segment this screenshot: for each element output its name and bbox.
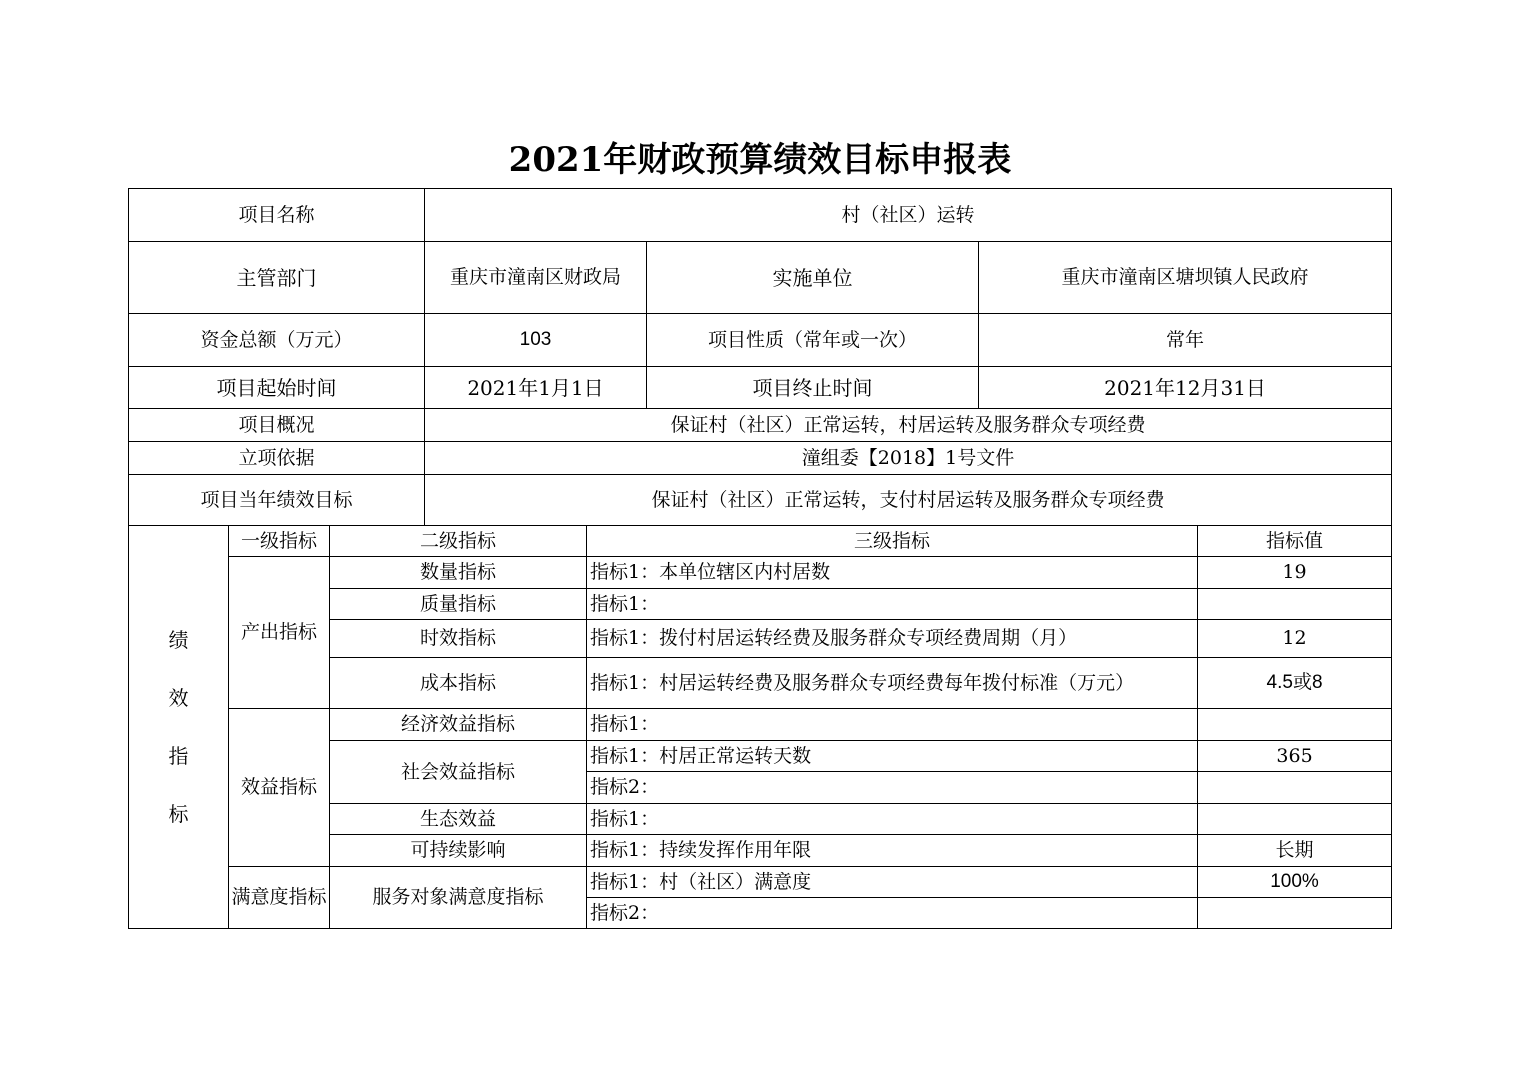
start-label: 项目起始时间 bbox=[129, 367, 425, 409]
satisfaction-text-2: 指标2： bbox=[587, 898, 1198, 929]
sustain-label: 可持续影响 bbox=[330, 835, 587, 867]
table-row bbox=[129, 557, 1392, 589]
row-goal bbox=[129, 475, 1392, 526]
cost-text: 指标1：村居运转经费及服务群众专项经费每年拨付标准（万元） bbox=[587, 658, 1198, 709]
output-indicator-label: 产出指标 bbox=[229, 557, 330, 709]
eco-label: 生态效益 bbox=[330, 804, 587, 835]
social-value-1: 365 bbox=[1198, 741, 1392, 772]
basis-label: 立项依据 bbox=[129, 442, 425, 475]
social-text-2: 指标2： bbox=[587, 772, 1198, 804]
satisfaction-indicator-label: 满意度指标 bbox=[229, 867, 330, 929]
dept-value: 重庆市潼南区财政局 bbox=[425, 242, 647, 314]
row-department bbox=[129, 242, 1392, 314]
service-satisfaction-label: 服务对象满意度指标 bbox=[330, 867, 587, 929]
quality-value bbox=[1198, 589, 1392, 620]
impl-value: 重庆市潼南区塘坝镇人民政府 bbox=[979, 242, 1392, 314]
header-level2: 二级指标 bbox=[330, 526, 587, 557]
timeliness-text: 指标1：拨付村居运转经费及服务群众专项经费周期（月） bbox=[587, 620, 1198, 658]
economic-label: 经济效益指标 bbox=[330, 709, 587, 741]
row-overview bbox=[129, 409, 1392, 442]
overview-label: 项目概况 bbox=[129, 409, 425, 442]
row-dates bbox=[129, 367, 1392, 409]
impl-label: 实施单位 bbox=[647, 242, 979, 314]
end-label: 项目终止时间 bbox=[647, 367, 979, 409]
row-indicator-headers bbox=[129, 526, 1392, 557]
cost-label: 成本指标 bbox=[330, 658, 587, 709]
table-row bbox=[129, 867, 1392, 898]
quantity-value: 19 bbox=[1198, 557, 1392, 589]
quantity-label: 数量指标 bbox=[330, 557, 587, 589]
sustain-value: 长期 bbox=[1198, 835, 1392, 867]
timeliness-value: 12 bbox=[1198, 620, 1392, 658]
section-char: 效 bbox=[168, 686, 189, 710]
nature-label: 项目性质（常年或一次） bbox=[647, 314, 979, 367]
eco-value bbox=[1198, 804, 1392, 835]
quality-label: 质量指标 bbox=[330, 589, 587, 620]
project-name-label: 项目名称 bbox=[129, 189, 425, 242]
performance-indicator-section-label bbox=[129, 526, 229, 929]
benefit-indicator-label: 效益指标 bbox=[229, 709, 330, 867]
row-project-name bbox=[129, 189, 1392, 242]
goal-label: 项目当年绩效目标 bbox=[129, 475, 425, 526]
header-value: 指标值 bbox=[1198, 526, 1392, 557]
cost-value: 4.5或8 bbox=[1198, 658, 1392, 709]
performance-form-table bbox=[128, 188, 1392, 929]
dept-label: 主管部门 bbox=[129, 242, 425, 314]
sustain-text: 指标1：持续发挥作用年限 bbox=[587, 835, 1198, 867]
table-row bbox=[129, 709, 1392, 741]
project-name-value: 村（社区）运转 bbox=[425, 189, 1392, 242]
basis-value: 潼组委【2018】1号文件 bbox=[425, 442, 1392, 475]
funds-value: 103 bbox=[425, 314, 647, 367]
economic-value bbox=[1198, 709, 1392, 741]
section-char: 绩 bbox=[168, 628, 189, 652]
economic-text: 指标1： bbox=[587, 709, 1198, 741]
satisfaction-text-1: 指标1：村（社区）满意度 bbox=[587, 867, 1198, 898]
goal-value: 保证村（社区）正常运转，支付村居运转及服务群众专项经费 bbox=[425, 475, 1392, 526]
social-text-1: 指标1：村居正常运转天数 bbox=[587, 741, 1198, 772]
header-level1: 一级指标 bbox=[229, 526, 330, 557]
eco-text: 指标1： bbox=[587, 804, 1198, 835]
quality-text: 指标1： bbox=[587, 589, 1198, 620]
satisfaction-value-1: 100% bbox=[1198, 867, 1392, 898]
social-value-2 bbox=[1198, 772, 1392, 804]
section-char: 指 bbox=[168, 744, 189, 768]
row-funds bbox=[129, 314, 1392, 367]
social-label: 社会效益指标 bbox=[330, 741, 587, 804]
overview-value: 保证村（社区）正常运转，村居运转及服务群众专项经费 bbox=[425, 409, 1392, 442]
nature-value: 常年 bbox=[979, 314, 1392, 367]
section-char: 标 bbox=[168, 802, 189, 826]
end-value: 2021年12月31日 bbox=[979, 367, 1392, 409]
funds-label: 资金总额（万元） bbox=[129, 314, 425, 367]
quantity-text: 指标1：本单位辖区内村居数 bbox=[587, 557, 1198, 589]
row-basis bbox=[129, 442, 1392, 475]
satisfaction-value-2 bbox=[1198, 898, 1392, 929]
timeliness-label: 时效指标 bbox=[330, 620, 587, 658]
page-title: 2021年财政预算绩效目标申报表 bbox=[508, 140, 1012, 180]
start-value: 2021年1月1日 bbox=[425, 367, 647, 409]
header-level3: 三级指标 bbox=[587, 526, 1198, 557]
